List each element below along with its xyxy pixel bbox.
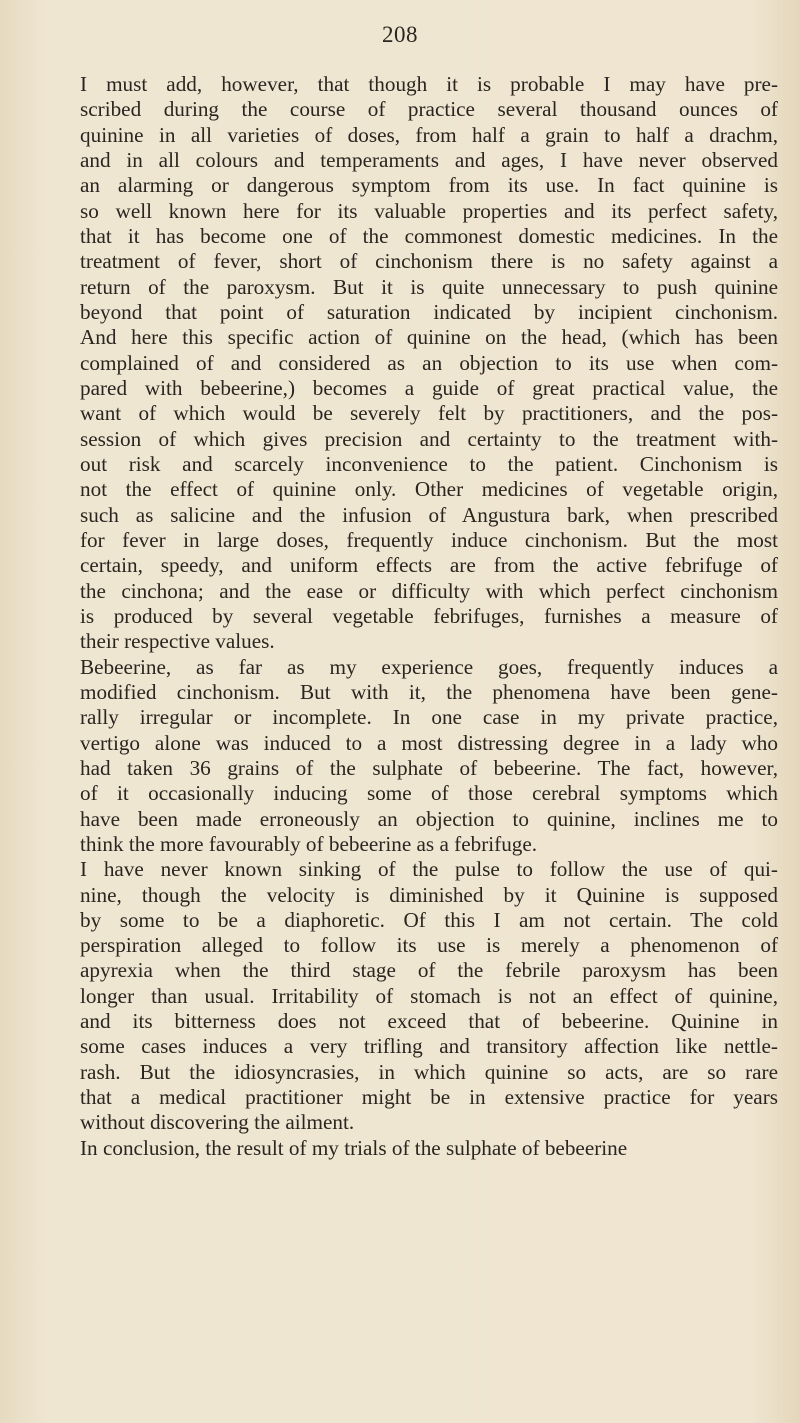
- text-line: by some to be a diaphoretic. Of this I am not certain. The cold: [80, 907, 778, 932]
- text-line: session of which gives precision and certainty to the treatment with-: [80, 426, 778, 451]
- text-line: I have never known sinking of the pulse to follow the use of qui-: [80, 857, 778, 882]
- text-line: rash. But the idiosyncrasies, in which quinine so acts, are so rare: [80, 1059, 778, 1084]
- text-line: without discovering the ailment.: [80, 1110, 355, 1135]
- text-line: Bebeerine, as far as my experience goes, frequently induces a: [80, 654, 778, 679]
- text-line: that it has become one of the commonest domestic medicines. In the: [80, 223, 778, 248]
- text-line: so well known here for its valuable properties and its perfect safety,: [80, 198, 778, 223]
- text-line: such as salicine and the infusion of Angustura bark, when prescribed: [80, 502, 778, 527]
- text-line: and its bitterness does not exceed that of bebeerine. Quinine in: [80, 1009, 778, 1034]
- text-line: want of which would be severely felt by practitioners, and the pos-: [80, 401, 778, 426]
- paragraph: [80, 655, 778, 858]
- page-number: 208: [382, 22, 418, 47]
- text-line: nine, though the velocity is diminished by it Quinine is supposed: [80, 882, 778, 907]
- text-line: longer than usual. Irritability of stomach is not an effect of quinine,: [80, 983, 778, 1008]
- text-line: perspiration alleged to follow its use is merely a phenomenon of: [80, 933, 778, 958]
- text-line: return of the paroxysm. But it is quite unnecessary to push quinine: [80, 274, 778, 299]
- paragraph: [80, 857, 778, 1136]
- text-line: beyond that point of saturation indicated by incipient cinchonism.: [80, 299, 778, 324]
- text-line: quinine in all varieties of doses, from half a grain to half a drachm,: [80, 122, 778, 147]
- text-line: out risk and scarcely inconvenience to the patient. Cinchonism is: [80, 451, 778, 476]
- text-line: In conclusion, the result of my trials of the sulphate of bebeerine: [80, 1135, 628, 1160]
- paragraph: [80, 72, 778, 655]
- text-line: of it occasionally inducing some of those cerebral symptoms which: [80, 781, 778, 806]
- text-line: an alarming or dangerous symptom from its use. In fact quinine is: [80, 173, 778, 198]
- text-line: is produced by several vegetable febrifuges, furnishes a measure of: [80, 603, 778, 628]
- text-line: the cinchona; and the ease or difficulty with which perfect cinchonism: [80, 578, 778, 603]
- text-line: complained of and considered as an objection to its use when com-: [80, 350, 778, 375]
- paragraph: [80, 1136, 778, 1161]
- text-line: treatment of fever, short of cinchonism there is no safety against a: [80, 249, 778, 274]
- text-line: have been made erroneously an objection to quinine, inclines me to: [80, 806, 778, 831]
- text-line: some cases induces a very trifling and transitory affection like nettle-: [80, 1034, 778, 1059]
- text-line: that a medical practitioner might be in extensive practice for years: [80, 1085, 778, 1110]
- text-line: modified cinchonism. But with it, the phenomena have been gene-: [80, 679, 778, 704]
- text-line: I must add, however, that though it is probable I may have pre-: [80, 72, 778, 96]
- text-line: think the more favourably of bebeerine as a febrifuge.: [80, 831, 538, 856]
- text-line: vertigo alone was induced to a most distressing degree in a lady who: [80, 730, 778, 755]
- text-line: apyrexia when the third stage of the febrile paroxysm has been: [80, 958, 778, 983]
- body-text: [80, 72, 778, 1161]
- text-line: rally irregular or incomplete. In one case in my private practice,: [80, 705, 778, 730]
- text-line: scribed during the course of practice several thousand ounces of: [80, 97, 778, 122]
- text-line: And here this specific action of quinine on the head, (which has been: [80, 325, 778, 350]
- text-line: certain, speedy, and uniform effects are from the active febrifuge of: [80, 553, 778, 578]
- text-line: pared with bebeerine,) becomes a guide of great practical value, the: [80, 375, 778, 400]
- text-line: not the effect of quinine only. Other medicines of vegetable origin,: [80, 477, 778, 502]
- text-line: for fever in large doses, frequently induce cinchonism. But the most: [80, 527, 778, 552]
- text-line: had taken 36 grains of the sulphate of bebeerine. The fact, however,: [80, 755, 778, 780]
- text-line: and in all colours and temperaments and ages, I have never observed: [80, 147, 778, 172]
- text-line: their respective values.: [80, 629, 275, 654]
